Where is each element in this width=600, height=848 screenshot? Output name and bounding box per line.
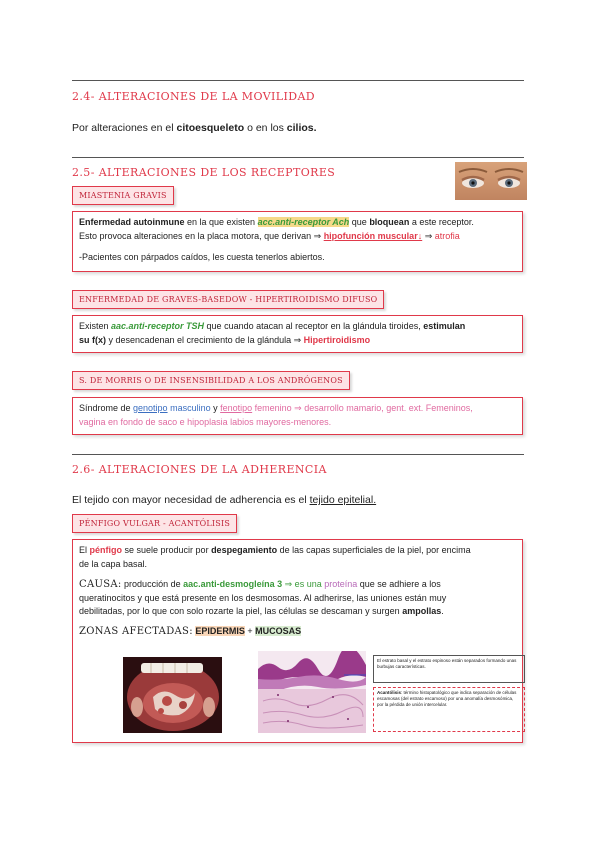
tag-penfigo-vulgar: PÉNFIGO VULGAR - ACANTÓLISIS xyxy=(72,514,237,533)
line xyxy=(79,216,516,230)
note-acantolisis xyxy=(373,687,525,732)
divider xyxy=(72,80,524,81)
section-title-2-6: 2.6- ALTERACIONES DE LA ADHERENCIA xyxy=(72,463,327,476)
text-green: aac.anti-receptor TSH xyxy=(111,321,205,331)
text-red: hipofunción muscular↓ xyxy=(323,230,423,241)
paragraph-adherencia xyxy=(72,494,376,506)
line: vagina en fondo de saco e hipoplasia labios mayores-menores. xyxy=(79,416,332,427)
tag-graves-basedow: ENFERMEDAD DE GRAVES-BASEDOW - HIPERTIROIDISMO DIFUSO xyxy=(72,290,384,309)
mouth-lesion-photo xyxy=(123,657,222,733)
text: ⇒ es una xyxy=(282,579,325,589)
text-bold: Acantólisis xyxy=(377,690,402,695)
text-bold: Enfermedad autoinmune xyxy=(79,217,185,227)
text: Por alteraciones en el xyxy=(72,122,177,134)
text: producción de xyxy=(121,579,184,589)
divider xyxy=(72,454,524,455)
section-title-2-5: 2.5- ALTERACIONES DE LOS RECEPTORES xyxy=(72,166,336,179)
text: El tejido con mayor necesidad de adherencia es el xyxy=(72,494,310,506)
highlight-antibody: acc.anti-receptor Ach xyxy=(257,217,350,227)
line xyxy=(79,578,516,592)
text: ⇒ xyxy=(422,230,435,241)
text-blue: masculino xyxy=(167,403,211,413)
line xyxy=(79,334,516,348)
line xyxy=(79,544,516,558)
box-miastenia-gravis xyxy=(72,211,523,272)
text: que cuando atacan al receptor en la glándula tiroides, xyxy=(204,321,424,331)
section-title-2-4: 2.4- ALTERACIONES DE LA MOVILIDAD xyxy=(72,90,316,103)
histology-image xyxy=(258,651,366,733)
text: : término histopatológico que indica separación de células escamosas (del estrato escamoso) por una anomalía desmosómica, por la pérdida de unión intercelular. xyxy=(377,690,517,707)
text: en la que existen xyxy=(184,217,258,227)
box-morris xyxy=(72,397,523,435)
text-red: pénfigo xyxy=(89,545,123,555)
text-bold: despegamiento xyxy=(211,545,278,555)
text-pink: fenotipo xyxy=(220,403,253,413)
text: a este receptor. xyxy=(409,217,474,227)
line: -Pacientes con párpados caídos, les cuesta tenerlos abiertos. xyxy=(79,252,325,262)
line xyxy=(79,320,516,334)
text: Existen xyxy=(79,321,112,331)
text: Esto provoca alteraciones en la placa motora, que derivan ⇒ xyxy=(79,230,324,241)
text-bold: cilios. xyxy=(286,122,317,134)
text-purple: proteína xyxy=(324,579,358,589)
text: Síndrome de xyxy=(79,403,134,413)
text: se suele producir por xyxy=(122,545,212,555)
text-bold: citoesqueleto xyxy=(176,122,245,134)
note-estrato-basal: El estrato basal y el estrato espinoso están separados formando unas burbujas características. xyxy=(373,655,525,683)
text-bold: bloquean xyxy=(369,217,410,227)
text: . xyxy=(441,606,444,616)
text: o en los xyxy=(244,122,287,134)
eyes-photo xyxy=(455,162,527,200)
text-red: Hipertiroidismo xyxy=(303,334,371,345)
text: debilitadas, por lo que con solo rozarte la piel, las células se descaman y surgen xyxy=(79,606,403,616)
line xyxy=(79,402,516,416)
line: queratinocitos y que está presente en los desmosomas. Al adherirse, las uniones están muy xyxy=(79,592,447,603)
line xyxy=(79,625,516,639)
text-underline: tejido epitelial. xyxy=(309,494,377,506)
text-bold: estimulan xyxy=(423,321,466,331)
text: que se adhiere a los xyxy=(357,579,441,589)
text-blue: genotipo xyxy=(133,403,168,413)
text: y desencadenan el crecimiento de la glándula ⇒ xyxy=(106,334,304,345)
line xyxy=(79,605,516,619)
tag-morris: S. DE MORRIS O DE INSENSIBILIDAD A LOS ANDRÓGENOS xyxy=(72,371,350,390)
label-causa: CAUSA: xyxy=(79,579,122,590)
text-red: atrofia xyxy=(434,230,460,241)
text: El xyxy=(79,545,90,555)
box-graves-basedow xyxy=(72,315,523,353)
highlight-mucosas: MUCOSAS xyxy=(255,625,302,636)
line: de la capa basal. xyxy=(79,558,148,569)
text-bold: ampollas xyxy=(402,606,442,616)
text-bold: su f(x) xyxy=(79,334,106,345)
paragraph-movilidad xyxy=(72,122,317,134)
highlight-epidermis: EPIDERMIS xyxy=(195,625,245,636)
text: que xyxy=(349,217,370,227)
text-pink: femenino ⇒ desarrollo mamario, gent. ext. Femeninos, xyxy=(252,403,473,413)
label-zonas: ZONAS AFECTADAS: xyxy=(79,625,193,637)
text: de las capas superficiales de la piel, por encima xyxy=(277,545,471,555)
text: y xyxy=(210,403,221,413)
divider xyxy=(72,157,524,158)
line xyxy=(79,230,516,244)
text-green: aac.anti-desmogleína 3 xyxy=(183,579,283,589)
tag-miastenia-gravis: MIASTENIA GRAVIS xyxy=(72,186,174,205)
text: + xyxy=(244,625,256,636)
